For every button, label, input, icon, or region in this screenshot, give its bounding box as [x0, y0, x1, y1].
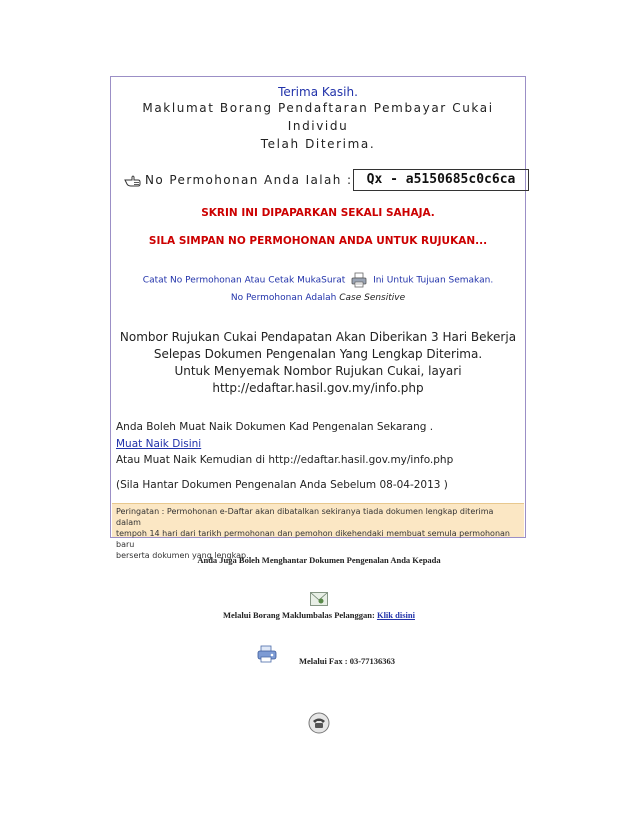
phone-icon: [308, 712, 330, 734]
thanks-line-2: Telah Diterima.: [260, 137, 376, 151]
print-instruction-after: Ini Untuk Tujuan Semakan.: [373, 275, 494, 286]
tax-ref-line-4: http://edaftar.hasil.gov.my/info.php: [212, 381, 424, 395]
tax-reference-info: [111, 329, 525, 397]
case-sensitive-note: [111, 293, 525, 303]
feedback-text: Melalui Borang Maklumbalas Pelanggan:: [222, 610, 375, 620]
thanks-heading: Terima Kasih.: [278, 85, 358, 99]
case-note-prefix: No Permohonan Adalah: [230, 293, 340, 303]
screen-once-warning: SKRIN INI DIPAPARKAN SEKALI SAHAJA.: [201, 207, 435, 219]
notice-line-2: tempoh 14 hari dari tarikh permohonan dan pemohon dikehendaki membuat semula permohonan baru: [116, 529, 510, 549]
tax-ref-line-2: Selepas Dokumen Pengenalan Yang Lengkap Diterima.: [153, 347, 483, 361]
printer-icon[interactable]: [351, 272, 367, 288]
document-deadline: (Sila Hantar Dokumen Pengenalan Anda Sebelum 08-04-2013 ): [116, 479, 448, 491]
feedback-link[interactable]: Klik disini: [376, 610, 415, 620]
tax-ref-line-1: Nombor Rujukan Cukai Pendapatan Akan Diberikan 3 Hari Bekerja: [119, 330, 517, 344]
application-number-value: Qx - a5150685c0c6ca: [353, 169, 529, 191]
email-icon: [310, 592, 328, 606]
hand-pointer-icon: [123, 172, 143, 188]
print-instruction: [111, 272, 525, 288]
application-number-row: [123, 169, 519, 193]
feedback-row: [0, 610, 638, 620]
notice-line-3: berserta dokumen yang lengkap.: [116, 551, 249, 560]
fax-number: Melalui Fax : 03-77136363: [298, 656, 396, 666]
save-number-warning: SILA SIMPAN NO PERMOHONAN ANDA UNTUK RUJUKAN...: [148, 235, 488, 247]
case-note-emphasis: Case Sensitive: [339, 293, 406, 303]
also-send-heading: Anda Juga Boleh Menghantar Dokumen Pengenalan Anda Kepada: [197, 555, 441, 565]
upload-later-text: Atau Muat Naik Kemudian di http://edaftar.hasil.gov.my/info.php: [116, 454, 454, 466]
upload-now-text: Anda Boleh Muat Naik Dokumen Kad Pengenalan Sekarang .: [116, 421, 434, 433]
tax-ref-line-3: Untuk Menyemak Nombor Rujukan Cukai, layari: [174, 364, 462, 378]
print-instruction-before: Catat No Permohonan Atau Cetak MukaSurat: [142, 275, 346, 286]
upload-here-link[interactable]: Muat Naik Disini: [116, 438, 202, 450]
application-number-label: No Permohonan Anda Ialah :: [145, 173, 353, 187]
thanks-line-1: Maklumat Borang Pendaftaran Pembayar Cukai Individu: [142, 101, 494, 133]
notice-line-1: Peringatan : Permohonan e-Daftar akan dibatalkan sekiranya tiada dokumen lengkap diterima dalam: [116, 507, 494, 527]
thanks-subheading: [111, 99, 525, 153]
